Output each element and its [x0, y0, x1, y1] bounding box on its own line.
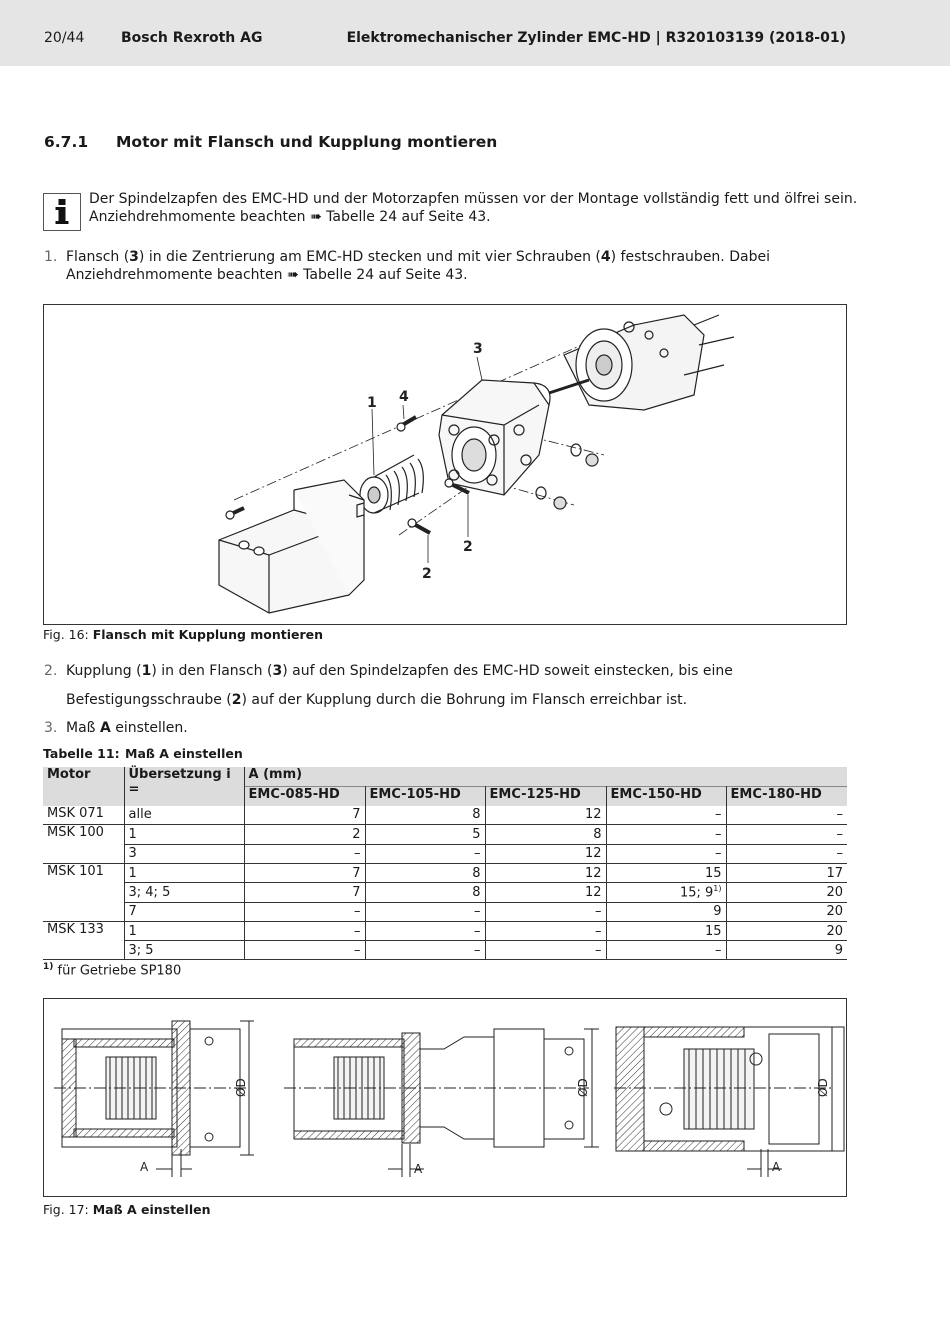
step-text: ) auf der Kupplung durch die Bohrung im Flansch erreichbar ist.	[241, 692, 688, 708]
cell-motor: MSK 101	[43, 863, 124, 921]
cell-value: –	[606, 844, 726, 863]
step-ref: 4	[600, 249, 611, 265]
callout-2a: 2	[463, 539, 473, 555]
cell-value: 12	[485, 863, 606, 882]
cell-value: –	[485, 921, 606, 940]
cell-value: 7	[244, 806, 365, 825]
caption-prefix: Fig. 17:	[43, 1202, 93, 1217]
col-header-motor: Motor	[43, 767, 124, 806]
info-note-line-1: Der Spindelzapfen des EMC-HD und der Motorzapfen müssen vor der Montage vollständig fett und ölfrei sein.	[89, 191, 858, 207]
label-diameter-1: ØD	[234, 1078, 248, 1097]
cell-value: 12	[485, 844, 606, 863]
page-number: 20/44	[44, 30, 85, 46]
cell-value-text: 15; 9	[679, 885, 714, 901]
step-text: Maß	[66, 720, 100, 736]
table-row	[43, 902, 847, 921]
step-number: 3.	[44, 720, 58, 736]
label-diameter-3: ØD	[816, 1078, 830, 1097]
label-a-2: A	[414, 1162, 423, 1176]
cell-value: –	[726, 806, 847, 825]
step-text: Befestigungsschraube (	[66, 692, 232, 708]
cell-value: 5	[365, 825, 485, 844]
col-header-emc-125: EMC-125-HD	[485, 786, 606, 805]
page-header	[0, 0, 950, 66]
callout-3: 3	[473, 341, 483, 357]
caption-title: Flansch mit Kupplung montieren	[92, 627, 324, 642]
cell-ratio: 7	[124, 902, 244, 921]
cell-value: –	[365, 844, 485, 863]
cell-value: 15	[606, 863, 726, 882]
footnote-text: für Getriebe SP180	[53, 963, 182, 979]
info-note	[89, 190, 869, 226]
cell-value: 8	[485, 825, 606, 844]
exploded-assembly-drawing	[44, 305, 846, 624]
callout-2b: 2	[422, 566, 432, 582]
dimension-table	[43, 767, 847, 960]
figure-17-caption	[43, 1202, 210, 1217]
label-a-1: A	[140, 1160, 149, 1174]
cell-value: 20	[726, 902, 847, 921]
step-text: ) in den Flansch (	[151, 663, 273, 679]
step-text: Flansch (	[66, 249, 130, 265]
cell-value: –	[606, 941, 726, 960]
cell-value: 15	[606, 921, 726, 940]
callout-1: 1	[367, 395, 377, 411]
caption-prefix: Fig. 16:	[43, 627, 93, 642]
cell-value: 20	[726, 883, 847, 902]
cell-value: –	[244, 902, 365, 921]
cell-value: –	[244, 921, 365, 940]
col-header-emc-180: EMC-180-HD	[726, 786, 847, 805]
cell-value: –	[485, 902, 606, 921]
table-caption-prefix: Tabelle 11:	[43, 746, 120, 761]
col-header-a: A (mm)	[244, 767, 847, 786]
cell-ratio: 1	[124, 921, 244, 940]
table-row	[43, 806, 847, 825]
cell-value: 12	[485, 806, 606, 825]
cell-ratio: 3; 4; 5	[124, 883, 244, 902]
table-row	[43, 863, 847, 882]
step-ref: 2	[231, 692, 242, 708]
cell-value-with-footnote	[606, 883, 726, 902]
col-header-emc-105: EMC-105-HD	[365, 786, 485, 805]
step-number: 1.	[44, 249, 58, 265]
label-diameter-2: ØD	[576, 1078, 590, 1097]
step-text: einstellen.	[110, 720, 188, 736]
figure-16	[43, 304, 847, 625]
step-ref: 3	[129, 249, 139, 265]
table-row	[43, 941, 847, 960]
step-text: ) festschrauben. Dabei	[610, 249, 770, 265]
cell-value: –	[606, 806, 726, 825]
footnote-ref: 1)	[713, 884, 722, 894]
table-caption-title: Maß A einstellen	[125, 746, 243, 761]
cell-value: 7	[244, 863, 365, 882]
cell-ratio: 3	[124, 844, 244, 863]
step-ref: A	[99, 720, 111, 736]
step-3	[44, 719, 834, 739]
cell-ratio: alle	[124, 806, 244, 825]
callout-4: 4	[399, 389, 409, 405]
step-2	[44, 662, 834, 712]
cell-value: 2	[244, 825, 365, 844]
cell-value: 12	[485, 883, 606, 902]
step-number: 2.	[44, 663, 58, 679]
cell-value: –	[726, 825, 847, 844]
cell-ratio: 1	[124, 825, 244, 844]
company-name: Bosch Rexroth AG	[121, 30, 263, 46]
col-header-ratio: Übersetzung i =	[124, 767, 244, 806]
info-icon	[43, 193, 81, 231]
table-row	[43, 825, 847, 844]
col-header-emc-150: EMC-150-HD	[606, 786, 726, 805]
col-header-emc-085: EMC-085-HD	[244, 786, 365, 805]
cell-value: 17	[726, 863, 847, 882]
cell-value: –	[485, 941, 606, 960]
caption-title: Maß A einstellen	[92, 1202, 211, 1217]
cell-value: –	[244, 844, 365, 863]
footnote-mark: 1)	[43, 962, 54, 972]
cell-value: –	[606, 825, 726, 844]
step-text: Kupplung (	[66, 663, 142, 679]
cell-value: 8	[365, 863, 485, 882]
step-text: ) in die Zentrierung am EMC-HD stecken und mit vier Schrauben (	[138, 249, 601, 265]
cell-value: 8	[365, 883, 485, 902]
cell-value: 20	[726, 921, 847, 940]
step-ref: 3	[272, 663, 283, 679]
section-number: 6.7.1	[44, 133, 89, 151]
cell-value: –	[726, 844, 847, 863]
cell-value: 9	[606, 902, 726, 921]
step-text: Anziehdrehmomente beachten ➠ Tabelle 24 auf Seite 43.	[66, 267, 468, 283]
section-title: Motor mit Flansch und Kupplung montieren	[116, 133, 498, 151]
table-row	[43, 921, 847, 940]
cell-value: 8	[365, 806, 485, 825]
cell-value: 9	[726, 941, 847, 960]
cell-value: –	[244, 941, 365, 960]
label-a-3: A	[772, 1160, 781, 1174]
figure-17	[43, 998, 847, 1197]
cell-motor: MSK 071	[43, 806, 124, 825]
document-title: Elektromechanischer Zylinder EMC-HD | R320103139 (2018-01)	[346, 30, 846, 46]
step-text: ) auf den Spindelzapfen des EMC-HD soweit einstecken, bis eine	[282, 663, 733, 679]
cell-value: 7	[244, 883, 365, 902]
table-row	[43, 883, 847, 902]
info-note-line-2: Anziehdrehmomente beachten ➠ Tabelle 24 auf Seite 43.	[89, 209, 491, 225]
cell-value: –	[365, 941, 485, 960]
cell-motor: MSK 100	[43, 825, 124, 864]
table-header-row	[43, 767, 847, 786]
cell-ratio: 3; 5	[124, 941, 244, 960]
table-row	[43, 844, 847, 863]
step-ref: 1	[141, 663, 152, 679]
step-1	[44, 248, 834, 288]
cell-motor: MSK 133	[43, 921, 124, 960]
section-drawings	[44, 999, 846, 1196]
figure-16-caption	[43, 627, 323, 642]
cell-value: –	[365, 921, 485, 940]
cell-ratio: 1	[124, 863, 244, 882]
cell-value: –	[365, 902, 485, 921]
table-footnote	[43, 962, 181, 978]
